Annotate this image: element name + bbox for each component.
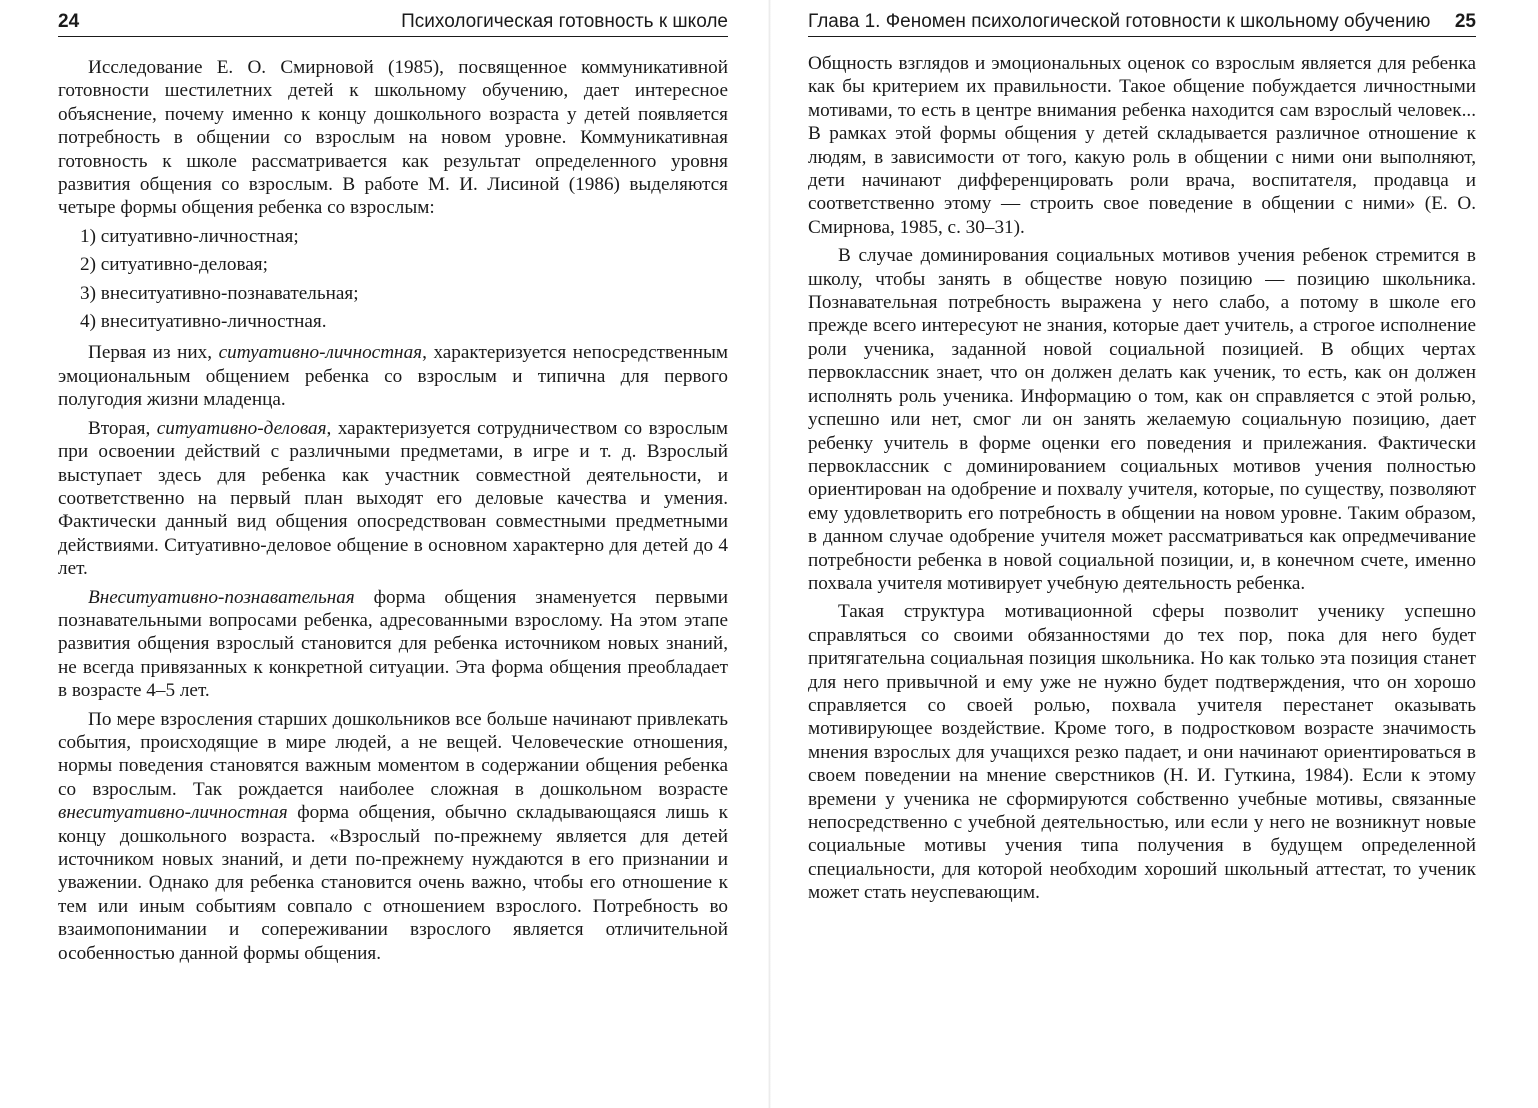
left-page-number: 24 — [58, 11, 80, 32]
paragraph-text: форма общения знаменуется первыми познавательными вопросами ребенка, адресованными взрослому. На этом этапе развития общения взрослый становится для ребенка источником новых знаний, не всегда привязанных к конкретной ситуации. Эта форма общения преобладает в возрасте 4–5 лет. — [58, 586, 728, 702]
paragraph-text: Первая из них, — [88, 342, 219, 364]
right-page-body — [808, 52, 1476, 910]
social-motives-paragraph: В случае доминирования социальных мотивов учения ребенок стремится в школу, чтобы занять в обществе новую позицию — позицию школьника. Познавательная потребность выражена у него слабо, а потому в школе его прежде всего интересуют не знания, которые дает учитель, а строгое исполнение роли ученика, заданной новой социальной позицией. В общих чертах первоклассник знает, что он должен делать как ученик, то есть, как он должен исполнять роль ученика. Информацию о том, как он справляется с этой ролью, успешно или нет, смог ли он занять желаемую социальную позицию, дает ребенку учитель в форме оценки его поведения и прилежания. Фактически первоклассник с доминированием социальных мотивов учения полностью ориентирован на одобрение и похвалу учителя, которые, по существу, позволяют ему удовлетворить его потребность в общении на новом уровне. Таким образом, в данном случае одобрение учителя может рассматриваться как опредмечивание потребности ребенка в новой социальной позиции, и, в конечном счете, именно похвала учителя мотивирует учебную деятельность ребенка. — [808, 245, 1476, 594]
paragraph-text: , характеризуется сотрудничеством со взрослым при освоении действий с различными предметами, в игре и т. д. Взрослый выступает здесь для ребенка как участник совместной деятельности, и соответственно на первый план выходят его деловые качества и умения. Фактически данный вид общения опосредствован совместными предметными действиями. Ситуативно-деловое общение в основном характерно для детей до 4 лет. — [58, 417, 728, 580]
paragraph-text: , характеризуется непосредственным эмоциональным общением ребенка со взрослым и типична для первого полугодия жизни младенца. — [58, 342, 728, 411]
intro-paragraph: Исследование Е. О. Смирновой (1985), посвященное коммуникативной готовности шестилетних детей к школьному обучению, дает интересное объяснение, почему именно к концу дошкольного возраста у детей появляется потребность в общении со взрослым на новом уровне. Коммуникативная готовность к школе рассматривается как результат определенного уровня развития общения со взрослым. В работе М. И. Лисиной (1986) выделяются четыре формы общения ребенка со взрослым: — [58, 57, 728, 219]
paragraph-text: Вторая, — [88, 417, 157, 439]
right-page — [808, 0, 1476, 1108]
left-header-title: Психологическая готовность к школе — [401, 11, 728, 32]
paragraph-second-form — [58, 417, 728, 581]
list-item: 2) ситуативно-деловая; — [80, 254, 268, 276]
italic-term: ситуативно-деловая — [156, 417, 327, 439]
paragraph-text: По мере взросления старших дошкольников все больше начинают привлекать события, происходящие в мире людей, а не вещей. Человеческие отношения, нормы поведения становятся важным моментом в содержании общения ребенка со взрослым. Так рождается наиболее сложная в дошкольном возрасте — [58, 708, 728, 800]
paragraph-third-form — [58, 586, 728, 703]
list-item: 1) ситуативно-личностная; — [80, 225, 299, 247]
list-item: 4) внеситуативно-личностная. — [80, 311, 327, 333]
paragraph-first-form — [58, 341, 728, 411]
italic-term: Внеситуативно-познавательная — [88, 586, 355, 608]
italic-term: ситуативно-личностная — [218, 342, 423, 364]
book-gutter — [768, 0, 771, 1108]
right-running-header — [808, 10, 1476, 37]
list-item: 3) внеситуативно-познавательная; — [80, 282, 359, 304]
left-page — [58, 0, 728, 1108]
continued-quote-paragraph: Общность взглядов и эмоциональных оценок со взрослым является для ребенка как бы критерием их правильности. Такое общение побуждается личностными мотивами, то есть в центре внимания ребенка находится сам взрослый человек... В рамках этой формы общения у детей складывается различное отношение к людям, в зависимости от того, какую роль в общении с ними они выполняют, дети начинают дифференцировать роли врача, воспитателя, продавца и соответственно этому — строить свое поведение в общении с ними» (Е. О. Смирнова, 1985, с. 30–31). — [808, 53, 1476, 238]
right-page-number: 25 — [1454, 11, 1476, 32]
paragraph-fourth-form — [58, 708, 728, 965]
left-running-header — [58, 10, 728, 37]
motivation-structure-paragraph: Такая структура мотивационной сферы позволит ученику успешно справляться со своими обязанностями до тех пор, пока для него будет притягательна социальная позиция школьника. Но как только эта позиция станет для него привычной и ему уже не нужно будет подтверждения, что он хорошо справляется со своей ролью, похвала учителя перестанет оказывать мотивирующее воздействие. Кроме того, в подростковом возрасте значимость мнения взрослых для учащихся резко падает, и они начинают ориентироваться в своем поведении на мнение сверстников (Н. И. Гуткина, 1984). Если к этому времени у ученика не сформируются собственно учебные мотивы, связанные непосредственно с учебной деятельностью, или если у него не возникнут новые социальные мотивы учения типа получения в будущем определенной специальности, для которой необходим хороший школьный аттестат, то ученик может стать неуспевающим. — [808, 601, 1476, 904]
communication-forms-list — [58, 225, 728, 334]
italic-term: внеситуативно-личностная — [58, 802, 288, 824]
paragraph-text: форма общения, обычно складывающаяся лишь к концу дошкольного возраста. «Взрослый по-прежнему является для детей источником новых знаний, и дети по-прежнему нуждаются в его признании и уважении. Однако для ребенка становится очень важно, чтобы его отношение к тем или иным событиям совпало с отношением взрослого. Потребность во взаимопонимании и сопереживании взрослого является отличительной особенностью данной формы общения. — [58, 802, 728, 964]
right-header-title: Глава 1. Феномен психологической готовности к школьному обучению — [808, 11, 1431, 32]
left-page-body — [58, 56, 728, 970]
